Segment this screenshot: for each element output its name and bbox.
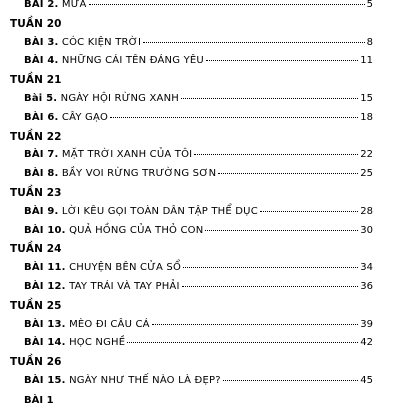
week-heading: TUẦN 26 — [10, 356, 62, 368]
lesson-number: BÀI 2. — [24, 0, 59, 10]
dot-leader — [127, 342, 358, 343]
page-number: 42 — [360, 337, 373, 348]
toc-entry[interactable] — [24, 206, 373, 218]
page-number: 8 — [366, 37, 373, 48]
lesson-number: Bài 5. — [24, 93, 58, 104]
week-heading: TUẦN 25 — [10, 300, 62, 312]
lesson-title: BẦY VOI RỪNG TRƯỜNG SƠN — [61, 168, 217, 179]
dot-leader — [182, 286, 359, 287]
dot-leader — [89, 4, 365, 5]
page-number: 45 — [360, 375, 373, 386]
toc-entry[interactable] — [24, 0, 373, 11]
week-heading: TUẦN 24 — [10, 243, 62, 255]
dot-leader — [194, 154, 358, 155]
partial-entry-cut-off: BÀI 1 — [24, 395, 54, 406]
toc-entry[interactable] — [24, 55, 373, 67]
dot-leader — [181, 98, 358, 99]
entry-label — [24, 55, 204, 67]
toc-entry[interactable] — [24, 149, 373, 161]
page-number: 30 — [360, 225, 373, 236]
lesson-title: NGÀY HỘI RỪNG XANH — [60, 93, 179, 104]
entry-label — [24, 93, 179, 105]
week-heading: TUẦN 20 — [10, 18, 62, 30]
dot-leader — [143, 42, 364, 43]
lesson-number: BÀI 15. — [24, 375, 66, 386]
lesson-title: CÂY GẠO — [61, 112, 109, 123]
toc-entry[interactable] — [24, 262, 373, 274]
dot-leader — [183, 267, 358, 268]
dot-leader — [110, 117, 358, 118]
toc-entry[interactable] — [24, 93, 373, 105]
entry-label — [24, 319, 150, 331]
lesson-number: BÀI 14. — [24, 337, 66, 348]
lesson-number: BÀI 4. — [24, 55, 59, 66]
entry-label — [24, 112, 108, 124]
lesson-title: CÓC KIỆN TRỜI — [61, 37, 142, 48]
entry-label — [24, 225, 203, 237]
lesson-number: BÀI 7. — [24, 149, 59, 160]
page-number: 11 — [360, 55, 373, 66]
page-number: 5 — [366, 0, 373, 10]
lesson-title: NHỮNG CÁI TÊN ĐÁNG YÊU — [61, 55, 204, 66]
lesson-title: TAY TRÁI VÀ TAY PHẢI — [69, 281, 180, 292]
toc-entry[interactable] — [24, 225, 373, 237]
entry-label — [24, 281, 180, 293]
lesson-title: HỌC NGHỀ — [69, 337, 126, 348]
toc-entry[interactable] — [24, 337, 373, 349]
dot-leader — [223, 380, 359, 381]
page-number: 18 — [360, 112, 373, 123]
page-number: 28 — [360, 206, 373, 217]
toc-entry[interactable] — [24, 319, 373, 331]
dot-leader — [205, 230, 358, 231]
toc-entry[interactable] — [24, 168, 373, 180]
lesson-number: BÀI 11. — [24, 262, 66, 273]
lesson-title: QUẢ HỒNG CỦA THỎ CON — [69, 225, 204, 236]
toc-entry[interactable] — [24, 37, 373, 49]
lesson-title: CHUYỆN BÊN CỬA SỔ — [69, 262, 182, 273]
toc-entry[interactable] — [24, 375, 373, 387]
lesson-number: BÀI 3. — [24, 37, 59, 48]
lesson-number: BÀI 12. — [24, 281, 66, 292]
entry-label — [24, 37, 141, 49]
lesson-number: BÀI 10. — [24, 225, 66, 236]
page-number: 25 — [360, 168, 373, 179]
dot-leader — [260, 211, 358, 212]
lesson-number: BÀI 6. — [24, 112, 59, 123]
entry-label — [24, 375, 221, 387]
entry-label — [24, 0, 87, 11]
entry-label — [24, 337, 125, 349]
week-heading: TUẦN 21 — [10, 74, 62, 86]
dot-leader — [218, 173, 358, 174]
dot-leader — [206, 60, 358, 61]
lesson-number: BÀI 8. — [24, 168, 59, 179]
page-number: 22 — [360, 149, 373, 160]
lesson-title: MÈO ĐI CÂU CÁ — [69, 319, 150, 330]
lesson-title: NGÀY NHƯ THẾ NÀO LÀ ĐẸP? — [69, 375, 221, 386]
page-number: 36 — [360, 281, 373, 292]
lesson-number: BÀI 9. — [24, 206, 59, 217]
week-heading: TUẦN 23 — [10, 187, 62, 199]
entry-label — [24, 206, 258, 218]
lesson-title: LỜI KÊU GỌI TOÀN DÂN TẬP THỂ DỤC — [61, 206, 258, 217]
page-number: 39 — [360, 319, 373, 330]
entry-label — [24, 168, 216, 180]
lesson-number: BÀI 13. — [24, 319, 66, 330]
toc-entry[interactable] — [24, 112, 373, 124]
lesson-title: MẶT TRỜI XANH CỦA TÔI — [61, 149, 193, 160]
page-number: 34 — [360, 262, 373, 273]
entry-label — [24, 262, 181, 274]
entry-label — [24, 149, 192, 161]
lesson-title: MƯA — [61, 0, 87, 10]
dot-leader — [152, 324, 359, 325]
toc-entry[interactable] — [24, 281, 373, 293]
page-number: 15 — [360, 93, 373, 104]
week-heading: TUẦN 22 — [10, 131, 62, 143]
